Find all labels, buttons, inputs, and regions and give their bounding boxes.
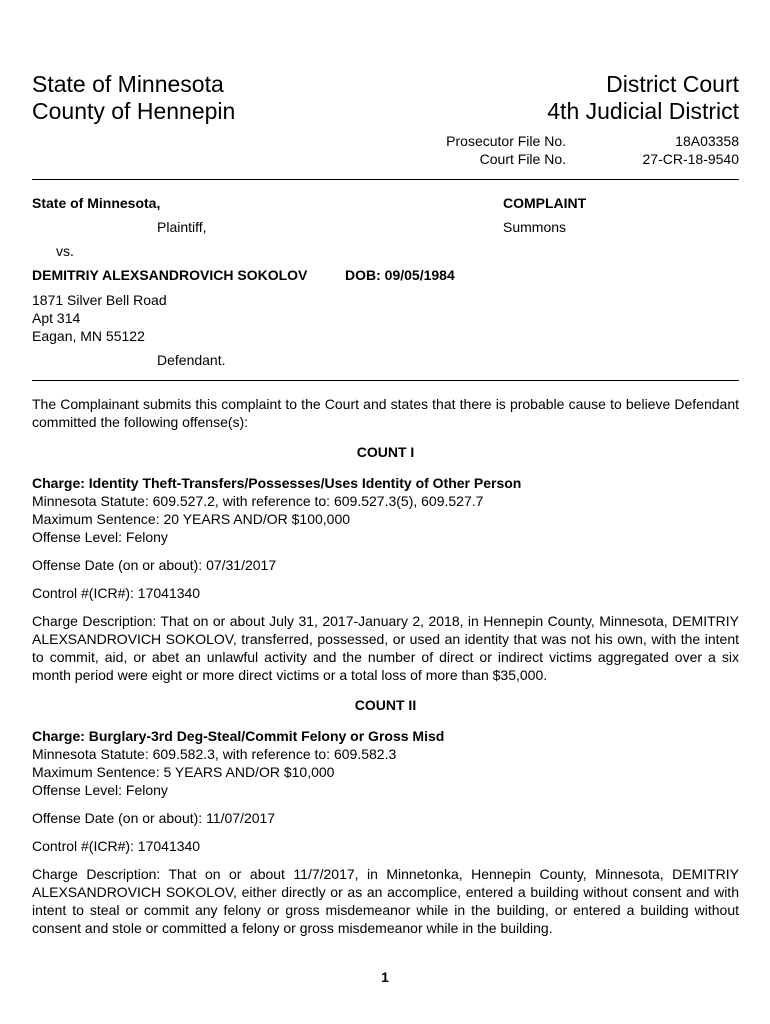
count-max-sentence: Maximum Sentence: 5 YEARS AND/OR $10,000	[32, 764, 335, 780]
prosecutor-file-value: 18A03358	[675, 133, 739, 149]
count-level: Offense Level: Felony	[32, 529, 168, 545]
plaintiff-name: State of Minnesota,	[32, 195, 161, 211]
count-offense-date: Offense Date (on or about): 07/31/2017	[32, 557, 277, 573]
prosecutor-file-label: Prosecutor File No.	[446, 133, 566, 149]
count-control: Control #(ICR#): 17041340	[32, 838, 201, 854]
header-county: County of Hennepin	[32, 98, 236, 124]
divider	[32, 380, 739, 381]
defendant-role: Defendant.	[157, 352, 226, 368]
document-type: COMPLAINT	[503, 195, 587, 211]
page-number: 1	[381, 969, 389, 985]
count-charge: Charge: Burglary-3rd Deg-Steal/Commit Felony or Gross Misd	[32, 728, 445, 744]
count-description: Charge Description: That on or about 11/7/2017, in Minnetonka, Hennepin County, Minnesota, DEMITRIY ALEXSANDROVICH SOKOLOV, either directly or as an accomplice, entered a building without consent and with intent to steal or commit any felony or gross misdemeanor while in the building, or entered a building without consent and stole or committed a felony or gross misdemeanor while in the building.	[32, 866, 739, 936]
address-line-2: Apt 314	[32, 310, 81, 326]
header-district: 4th Judicial District	[547, 98, 739, 124]
address-line-1: 1871 Silver Bell Road	[32, 292, 167, 308]
divider	[32, 179, 739, 180]
court-file-value: 27-CR-18-9540	[642, 151, 739, 167]
count-description: Charge Description: That on or about July 31, 2017-January 2, 2018, in Hennepin County, Minnesota, DEMITRIY ALEXSANDROVICH SOKOLOV, transferred, possessed, or used an identity that was not his own, with the intent to commit, aid, or abet an unlawful activity and the number of direct or indirect victims aggregated over a six month period were eight or more direct victims or a total loss of more than $35,000.	[32, 613, 739, 683]
address-line-3: Eagan, MN 55122	[32, 328, 145, 344]
count-level: Offense Level: Felony	[32, 782, 168, 798]
document-subtype: Summons	[503, 219, 567, 235]
plaintiff-role: Plaintiff,	[157, 219, 207, 235]
count-title: COUNT I	[356, 444, 415, 460]
count-offense-date: Offense Date (on or about): 11/07/2017	[32, 810, 276, 826]
defendant-name: DEMITRIY ALEXSANDROVICH SOKOLOV	[32, 267, 308, 283]
intro-paragraph: The Complainant submits this complaint to the Court and states that there is probable cause to believe Defendant committed the following offense(s):	[32, 396, 739, 430]
header-state: State of Minnesota	[32, 71, 224, 97]
defendant-dob: DOB: 09/05/1984	[345, 267, 455, 283]
versus: vs.	[56, 243, 74, 259]
count-max-sentence: Maximum Sentence: 20 YEARS AND/OR $100,000	[32, 511, 351, 527]
count-charge: Charge: Identity Theft-Transfers/Possesses/Uses Identity of Other Person	[32, 475, 522, 491]
count-control: Control #(ICR#): 17041340	[32, 585, 201, 601]
court-file-label: Court File No.	[479, 151, 566, 167]
count-statute: Minnesota Statute: 609.582.3, with reference to: 609.582.3	[32, 746, 397, 762]
count-statute: Minnesota Statute: 609.527.2, with reference to: 609.527.3(5), 609.527.7	[32, 493, 484, 509]
header-court: District Court	[606, 71, 739, 97]
count-title: COUNT II	[354, 697, 417, 713]
